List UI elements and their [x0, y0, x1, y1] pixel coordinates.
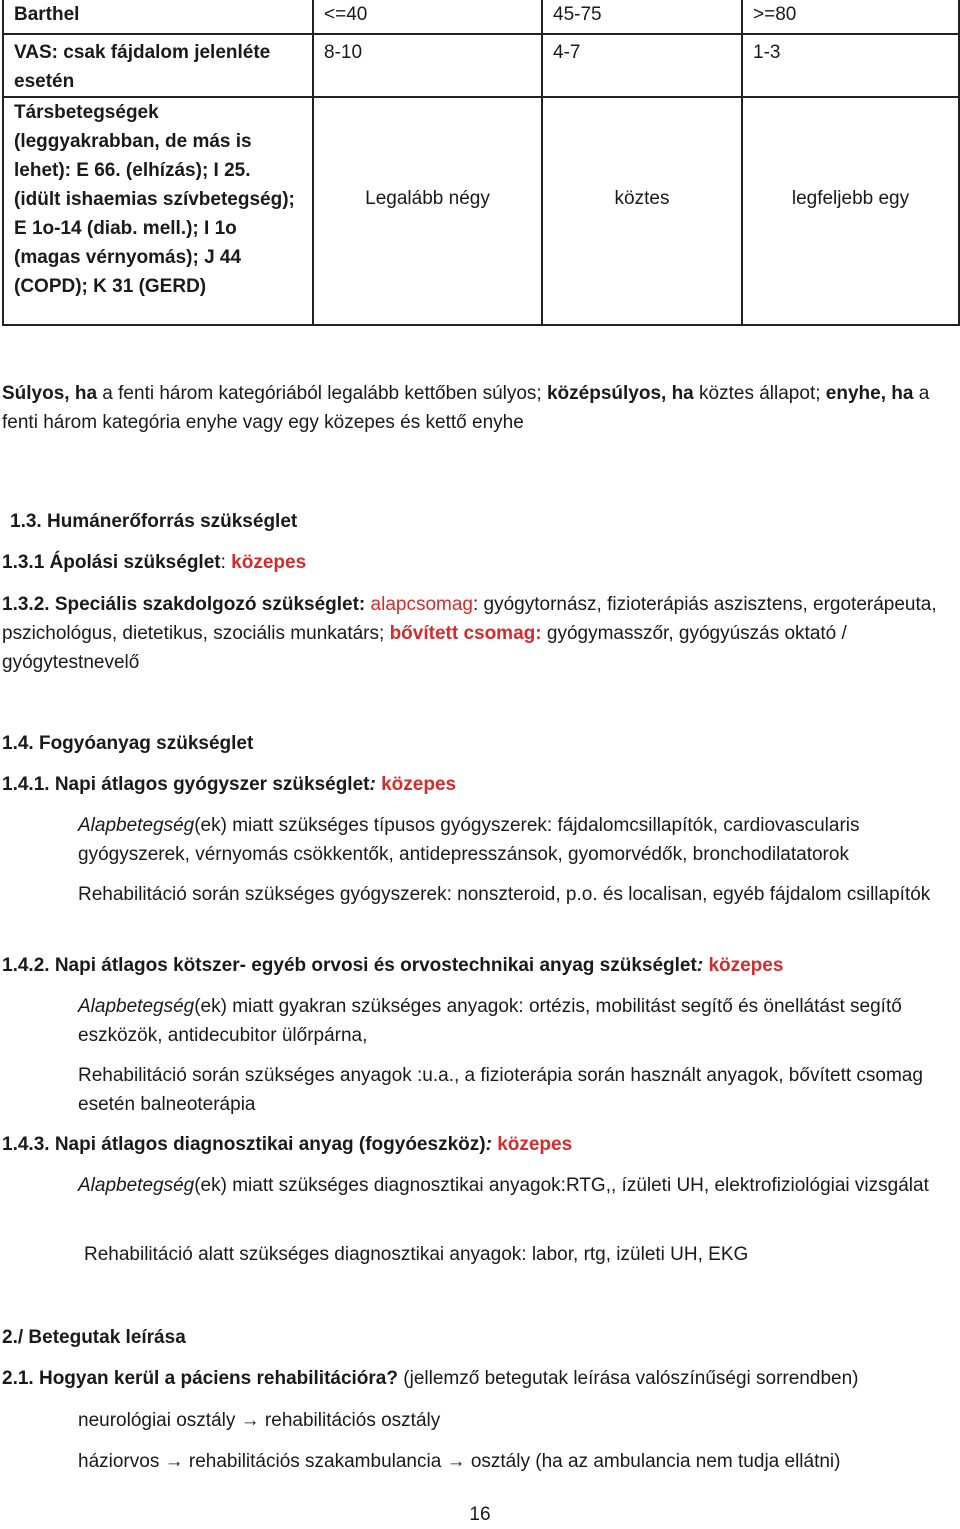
- severity-summary: Súlyos, ha a fenti három kategóriából legalább kettőben súlyos; középsúlyos, ha köztes állapot; enyhe, ha a fenti három kategória enyhe vagy egy közepes és kettő enyhe: [2, 383, 930, 433]
- paragraph: Rehabilitáció alatt szükséges diagnosztikai anyagok: labor, rtg, izületi UH, EKG: [84, 1244, 749, 1265]
- table-cell: 4-7: [542, 34, 742, 97]
- table-cell: 1-3: [742, 34, 959, 97]
- table-row: [3, 97, 959, 325]
- nursing-need: 1.3.1 Ápolási szükséglet: közepes: [2, 552, 307, 573]
- medication-need: 1.4.1. Napi átlagos gyógyszer szükséglet: közepes: [2, 774, 457, 795]
- table-cell: Legalább négy: [313, 97, 542, 325]
- pathway-item: neurológiai osztály → rehabilitációs osztály: [78, 1410, 441, 1431]
- table-cell: 8-10: [313, 34, 542, 97]
- page-number: 16: [469, 1504, 491, 1525]
- pathway-item: háziorvos → rehabilitációs szakambulancia → osztály (ha az ambulancia nem tudja ellátni): [78, 1451, 841, 1472]
- paragraph: Alapbetegség(ek) miatt szükséges diagnosztikai anyagok:RTG,, ízületi UH, elektrofiziológiai vizsgálat: [78, 1175, 929, 1196]
- paragraph: Alapbetegség(ek) miatt szükséges típusos gyógyszerek: fájdalomcsillapítók, cardiovascularis gyógyszerek, vérnyomás csökkentők, antidepresszánsok, gyomorvédők, bronchodilatatorok: [78, 815, 860, 865]
- table-cell: 45-75: [542, 0, 742, 34]
- diagnostics-need: 1.4.3. Napi átlagos diagnosztikai anyag (fogyóeszköz): közepes: [2, 1134, 573, 1155]
- table-cell: VAS: csak fájdalom jelenléte esetén: [3, 34, 313, 97]
- table-cell: Társbetegségek (leggyakrabban, de más is lehet): E 66. (elhízás); I 25. (idült ishaemias szívbetegség); E 1o-14 (diab. mell.); I 1o (magas vérnyomás); J 44 (COPD); K 31 (GERD): [3, 97, 313, 325]
- table-cell: Barthel: [3, 0, 313, 34]
- specialist-need: 1.3.2. Speciális szakdolgozó szükséglet: alapcsomag: gyógytornász, fizioterápiás aszisztens, ergoterápeuta, pszichológus, dietetikus, szociális munkatárs; bővített csomag: gyógymasszőr, gyógyúszás oktató / gyógytestnevelő: [2, 594, 937, 673]
- table-row: [3, 0, 959, 34]
- section-heading: 2./ Betegutak leírása: [2, 1327, 186, 1348]
- section-heading: 1.3. Humánerőforrás szükséglet: [10, 511, 298, 532]
- paragraph: Rehabilitáció során szükséges anyagok :u.a., a fizioterápia során használt anyagok, bővített csomag esetén balneoterápia: [78, 1065, 923, 1115]
- table-cell: >=80: [742, 0, 959, 34]
- table-row: [3, 34, 959, 97]
- patient-pathway-question: 2.1. Hogyan kerül a páciens rehabilitációra? (jellemző betegutak leírása valószínűségi sorrendben): [2, 1368, 859, 1389]
- paragraph: Rehabilitáció során szükséges gyógyszerek: nonszteroid, p.o. és localisan, egyéb fájdalom csillapítók: [78, 884, 931, 905]
- table-cell: legfeljebb egy: [742, 97, 959, 325]
- section-heading: 1.4. Fogyóanyag szükséglet: [2, 733, 254, 754]
- table-cell: <=40: [313, 0, 542, 34]
- criteria-table: [2, 0, 960, 326]
- table-cell: köztes: [542, 97, 742, 325]
- paragraph: Alapbetegség(ek) miatt gyakran szükséges anyagok: ortézis, mobilitást segítő és önellátást segítő eszközök, antidecubitor ülőrpárna,: [78, 996, 902, 1046]
- supplies-need: 1.4.2. Napi átlagos kötszer- egyéb orvosi és orvostechnikai anyag szükséglet: közepes: [2, 955, 784, 976]
